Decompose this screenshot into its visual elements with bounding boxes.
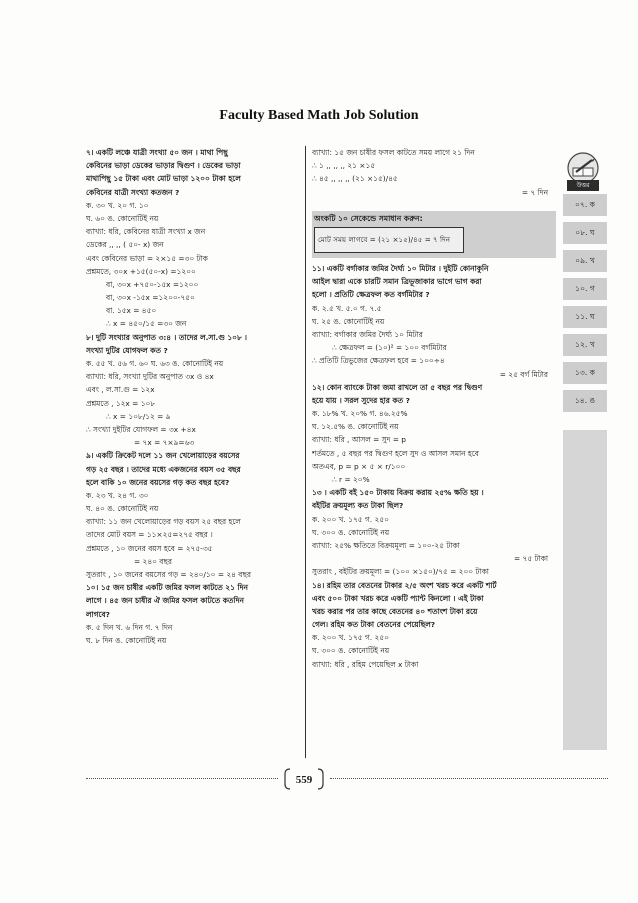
text-line: ঘ. ৩০০ ঙ. কোনোটিই নয় [312,527,390,537]
text-line: ∴ ৪৫ ,, ,, ,, (২১ ×১৫)/৪৫ [312,174,398,184]
text-line: বা. ১৫x = ৪৫০ [106,306,157,316]
text-line: কেবিনের যাত্রী সংখ্যা কতজন ? [86,187,180,197]
text-line: খরচ করার পর তার কাছে বেতনের ৪০ শতাংশ টাকা রয়ে [312,606,478,616]
text-line: = ২৫ বর্গ মিটার [499,369,548,379]
text-line: = ৭ দিন [521,187,548,197]
text-line: শর্তমতে , ৫ বছর পর দ্বিগুণ হলে সুদ ও আসল সমান হবে [312,448,479,458]
text-line: ∴ ক্ষেত্রফল = (১০)² = ১০০ বর্গমিটার [332,343,447,353]
text-line: হলে বাকি ১০ জনের বয়সের গড় কত বছর হবে? [86,477,230,487]
text-line: ঘ. ৩০০ ঙ. কোনোটিই নয় [312,646,390,656]
text-line: ∴ x = ১০৮/১২ = ৯ [106,411,171,421]
text-line: ১৩ । একটি বই ১৫০ টাকায় বিক্রয় করায় ২৫% ক্ষতি হয় । [312,488,484,498]
text-line: ঘ. ২৫ ঙ. কোনোটিই নয় [312,316,385,326]
text-line: তাদের মোট বয়স = ১১×২৫=২৭৫ বছর । [86,530,213,540]
text-line: ১৪। রহিম তার বেতনের টাকার ২/৫ অংশ খরচ করে একটি শার্ট [312,580,497,590]
answer-label: উত্তর [567,180,599,191]
text-line: ঘ. ৬০ ঙ. কোনোটিই নয় [86,213,159,223]
text-line: ব্যাখ্যা: ধরি, সংখ্যা দুটির অনুপাত ৩x ও ৪x [86,372,214,382]
page-footer [86,768,608,790]
answer-item: ১১. ঘ [563,306,607,328]
middle-column-top [312,146,560,199]
shortcut-formula: মোট সময় লাগবে = (২১ ×১৫)/৪৫ = ৭ দিন [314,227,464,253]
text-line: গেল। রহিম কত টাকা বেতনের পেয়েছিল? [312,620,436,630]
page-number: 559 [295,774,313,786]
text-line: ক. ৫৫ খ. ৫৬ গ. ৬০ ঘ. ৬৩ ঙ. কোনোটিই নয় [86,359,224,368]
answer-item: ০৮. ঘ [563,222,607,244]
text-line: আইল দ্বারা একে চারটি সমান ত্রিভূজাকার ভাগে ভাগ করা [312,277,482,287]
text-line: ১২। কোন ব্যাংকে টাকা জমা রাখলে তা ৫ বছর পর দ্বিগুণ [312,382,483,392]
page-title: Faculty Based Math Job Solution [219,108,419,123]
shortcut-heading: অংকটি ১০ সেকেন্ডে সমাধান করুন: [314,214,423,223]
text-line: ব্যাখ্যা: ১৫ জন চাষীর ফসল কাটতে সময় লাগে ২১ দিন [312,148,475,157]
text-line: ∴ r = ২০% [332,475,370,484]
text-line: ৭। একটি লঞ্চে যাত্রী সংখ্যা ৫০ জন । মাথা পিছু [86,148,228,157]
text-line: ক. ২৩ খ. ২৪ গ. ৩০ [86,490,149,500]
text-line: প্রশ্নমতে , ১০ জনের বয়স হবে = ২৭৫-৩৫ [86,543,213,553]
text-line: প্রশ্নমতে , ১২x = ১০৮ [86,398,156,408]
text-line: বা, ৩০x -১৫x =১২০০-৭৫০ [106,293,195,303]
text-line: লাগে । ৪৫ জন চাষীর ঐ জমির ফসল কাটতে কতদিন [86,596,244,606]
text-line: ∴ সংখ্যা দুইটির যোগফল = ৩x +৪x [86,424,196,434]
column-divider [305,146,306,758]
text-line: এবং কেবিনের ভাড়া = ২×১৫ =৩০ টাক [86,253,208,263]
answer-item: ১৪. ঙ [563,390,607,412]
text-line: ব্যাখ্যা: ধরি , আসল = সুদ = p [312,435,406,445]
text-line: ক. ২.৫ খ. ৫.০ গ. ৭.৫ [312,303,382,313]
text-line: অতএব, p = p × ৫ × r/১০০ [312,461,406,471]
text-line: ক. ৫ দিন খ. ৬ দিন গ. ৭ দিন [86,622,173,632]
page-number-bracket [284,768,324,790]
footer-rule-left [86,778,278,779]
text-line: ১০। ১৫ জন চাষীর একটি জমির ফসল কাটতে ২১ দিন [86,583,248,593]
text-line: ব্যাখ্যা: ধরি, কেবিনের যাত্রী সংখ্যা x জন [86,227,206,237]
text-line: ক. ৩০ খ. ২০ গ. ১০ [86,200,149,210]
text-line: = ২৪০ বছর [134,556,172,566]
answer-side-strip [563,430,607,750]
text-line: = ৭৫ টাকা [514,554,548,564]
answer-item: ১২. খ [563,334,607,356]
text-line: গড় ২৫ বছর । তাদের মধ্যে একজনের বয়স ৩৫ বছর [86,464,241,474]
text-line: ∴ x = ৪৫০/১৫ =৩০ জন [106,319,187,329]
text-line: এবং , ল.সা.গু = ১২x [86,385,155,395]
text-line: সুতরাং , ১০ জনের বয়সের গড় = ২৪০/১০ = ২৪ বছর [86,570,251,579]
text-line: ঘ. ১২.৫% ঙ. কোনোটিই নয় [312,422,399,432]
text-line: লাগবে? [86,609,110,619]
text-line: ব্যাখ্যা: ধরি , রহিম পেয়েছিল x টাকা [312,659,419,669]
text-line: সংখ্যা দুটির যোগফল কত ? [86,345,168,355]
shortcut-box [312,211,556,258]
answer-item: ০৯. খ [563,250,607,272]
text-line: কেবিনের ভাড়া ডেকের ভাড়ার দ্বিগুণ । ডেকের ভাড়া [86,161,241,171]
footer-rule-right [330,778,608,779]
text-line: ১১। একটি বর্গাকার জমির দৈর্ঘ্য ১০ মিটার । দুইটি কোনাকুনি [312,264,489,273]
text-line: ব্যাখ্যা: ১১ জন খেলোয়াড়ের গড় বয়স ২৫ বছর হলে [86,517,241,527]
answer-item: ১০. গ [563,278,607,300]
text-line: ব্যাখ্যা: ২৫% ক্ষতিতে বিক্রয়মূল্য = ১০০-২৫ টাকা [312,540,460,550]
text-line: ক. ২০০ খ. ১৭৫ গ. ২৫০ [312,633,389,643]
text-line: এবং ৫০০ টাকা খরচ করে একটি প্যান্ট কিনলো । এই টাকা [312,593,484,603]
text-line: ঘ. ৪০ ঙ. কোনোটিই নয় [86,504,159,514]
text-line: = ৭x = ৭×৯=৬৩ [134,438,195,448]
text-line: হলো । প্রতিটি ক্ষেত্রফল কত বর্গমিটার ? [312,290,430,300]
text-line: ডেকের ,, ,, ( ৫০- x) জন [86,240,164,250]
text-line: ৮। দুটি সংখ্যার অনুপাত ৩:৪ । তাদের ল.সা.গু ১০৮ । [86,332,247,342]
text-line: ঘ. ৮ দিন ঙ. কোনোটিই নয় [86,635,167,645]
text-line: ∴ ১ ,, ,, ,, ২১ ×১৫ [312,161,376,171]
text-line: ব্যাখ্যা: বর্গাকার জমির দৈর্ঘ্য ১০ মিটার [312,329,423,339]
text-line: মাথাপিছু ১৫ টাকা এবং মোট ভাড়া ১২০০ টাকা হলে [86,174,241,184]
answer-item: ০৭. ক [563,194,607,216]
text-line: ∴ প্রতিটি ত্রিভুজের ক্ষেত্রফল হবে = ১০০÷৪ [312,356,445,366]
text-line: বইটির ক্রয়মূল্য কত টাকা ছিল? [312,501,404,511]
middle-column-bottom [312,262,560,671]
text-line: প্রশ্নমতে, ৩০x +১৫(৫০-x) =১২০০ [86,266,196,276]
text-line: বা, ৩০x +৭৫০-১৫x =১২০০ [106,279,199,289]
text-line: ক. ১৮% খ. ২০% গ. ৪৬.২৫% [312,409,408,419]
text-line: হয়ে যায় । সরল সুদের হার কত ? [312,395,410,405]
text-line: ক. ২০০ খ. ১৭৫ গ. ২৫০ [312,514,389,524]
left-column [86,146,300,647]
text-line: সুতরাং , বইটির ক্রয়মূল্য = (১০০ ×১৫০)/৭৫ = ২০০ টাকা [312,567,489,577]
text-line: ৯। একটি ক্রিকেট দলে ১১ জন খেলোয়াড়ের বয়সের [86,451,240,461]
answer-item: ১৩. ক [563,362,607,384]
